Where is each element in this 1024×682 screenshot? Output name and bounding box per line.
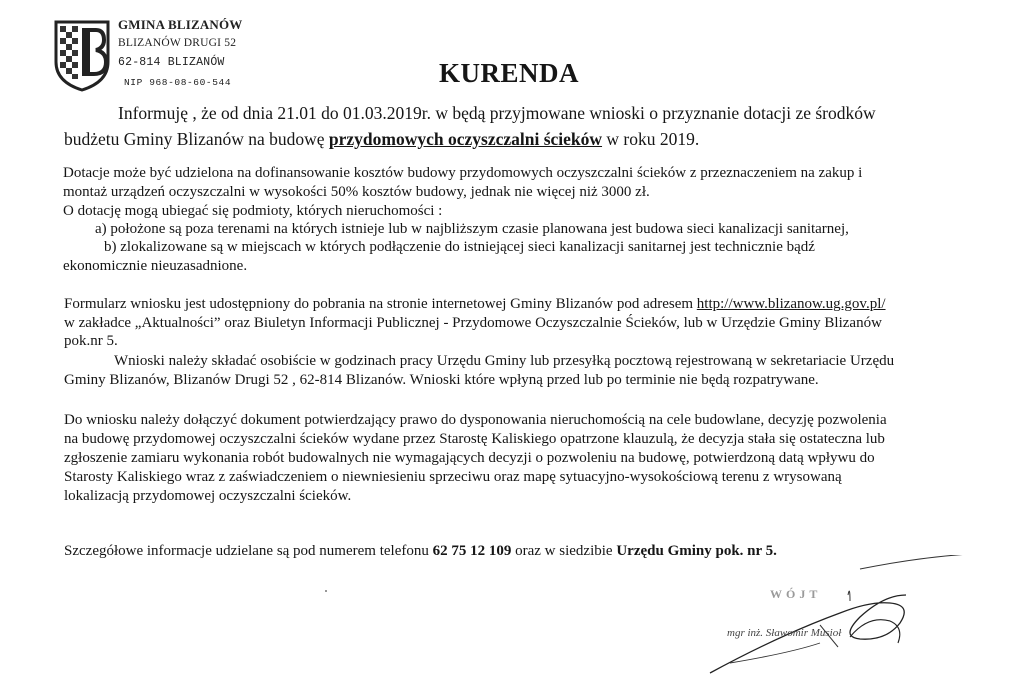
intro-text: budżetu Gminy Blizanów na budowę — [64, 129, 329, 149]
para1-item-b: b) zlokalizowane są w miejscach w których podłączenie do istniejącej sieci kanalizacji sanitarnej jest technicznie bądź — [104, 239, 815, 255]
contact-text: Szczegółowe informacje udzielane są pod numerem telefonu — [64, 543, 433, 559]
coat-of-arms-icon — [52, 18, 112, 92]
para2-line-5: Gminy Blizanów, Blizanów Drugi 52 , 62-814 Blizanów. Wnioski które wpłyną przed lub po terminie nie będą rozpatrywane. — [64, 372, 819, 388]
stamp-address: BLIZANÓW DRUGI 52 — [118, 37, 237, 49]
para3-line-4: Starosty Kaliskiego wraz z zaświadczeniem o niewniesieniu sprzeciwu oraz mapę sytuacyjno-wysokościową terenu z wrysowaną — [64, 469, 842, 485]
para2-line-2: w zakładce „Aktualności” oraz Biuletyn Informacji Publicznej - Przydomowe Oczyszczalnie Ścieków, lub w Urzędzie Gminy Blizanów — [64, 315, 882, 331]
para1-line-3: O dotację mogą ubiegać się podmioty, których nieruchomości : — [63, 203, 443, 219]
para1-line-2: montaż urządzeń oczyszczalni w wysokości 50% kosztów budowy, jednak nie więcej niż 3000 zł. — [63, 184, 650, 200]
handwritten-signature-icon — [700, 555, 990, 680]
stamp-nip: NIP 968-08-60-544 — [124, 77, 232, 88]
contact-text-2: oraz w siedzibie — [511, 543, 617, 559]
para1-line-6: ekonomicznie nieuzasadnione. — [63, 258, 248, 274]
stamp-municipality-name: GMINA BLIZANÓW — [118, 17, 243, 32]
para3-line-2: na budowę przydomowej oczyszczalni ścieków wydane przez Starostę Kaliskiego opatrzone klauzulą, że decyzja stała się ostateczna lub — [64, 431, 885, 447]
speck — [325, 590, 327, 592]
intro-line-2 — [64, 129, 699, 150]
intro-line-1: Informuję , że od dnia 21.01 do 01.03.2019r. w będą przyjmowane wnioski o przyznanie dotacji ze środków — [118, 103, 876, 123]
para2-line-3: pok.nr 5. — [64, 333, 118, 349]
contact-line — [64, 543, 777, 560]
para2-text: Formularz wniosku jest udostępniony do pobrania na stronie internetowej Gminy Blizanów pod adresem — [64, 296, 697, 312]
phone-number: 62 75 12 109 — [432, 543, 512, 559]
office-location: Urzędu Gminy pok. nr 5. — [616, 543, 777, 559]
para1-item-a: a) położone są poza terenami na których istnieje lub w najbliższym czasie planowana jest budowa sieci kanalizacji sanitarnej, — [95, 221, 849, 237]
website-link[interactable]: http://www.blizanow.ug.gov.pl/ — [696, 296, 886, 312]
para2-line-1 — [64, 296, 886, 313]
para3-line-5: lokalizacją przydomowej oczyszczalni ścieków. — [64, 488, 352, 504]
para3-line-1: Do wniosku należy dołączyć dokument potwierdzający prawo do dysponowania nieruchomością na cele budowlane, decyzję pozwolenia — [64, 412, 887, 428]
stamp-postal-code: 62-814 BLIZANÓW — [118, 56, 225, 69]
para3-line-3: zgłoszenie zamiaru wykonania robót budowalnych nie wymagających decyzji o pozwoleniu na budowę, potwierdzoną datą wpływu do — [64, 450, 875, 466]
para2-line-4: Wnioski należy składać osobiście w godzinach pracy Urzędu Gminy lub przesyłką pocztową rejestrowaną w sekretariacie Urzędu — [114, 353, 895, 369]
intro-highlight: przydomowych oczyszczalni ścieków — [328, 129, 603, 149]
document-title: KURENDA — [439, 58, 580, 88]
para1-line-1: Dotacje może być udzielona na dofinansowanie kosztów budowy przydomowych oczyszczalni ścieków z przeznaczeniem na zakup i — [63, 165, 863, 181]
official-stamp-title: WÓJT — [770, 587, 822, 601]
signatory-name: mgr inż. Sławomir Musioł — [727, 627, 842, 639]
intro-text-end: w roku 2019. — [602, 129, 700, 149]
